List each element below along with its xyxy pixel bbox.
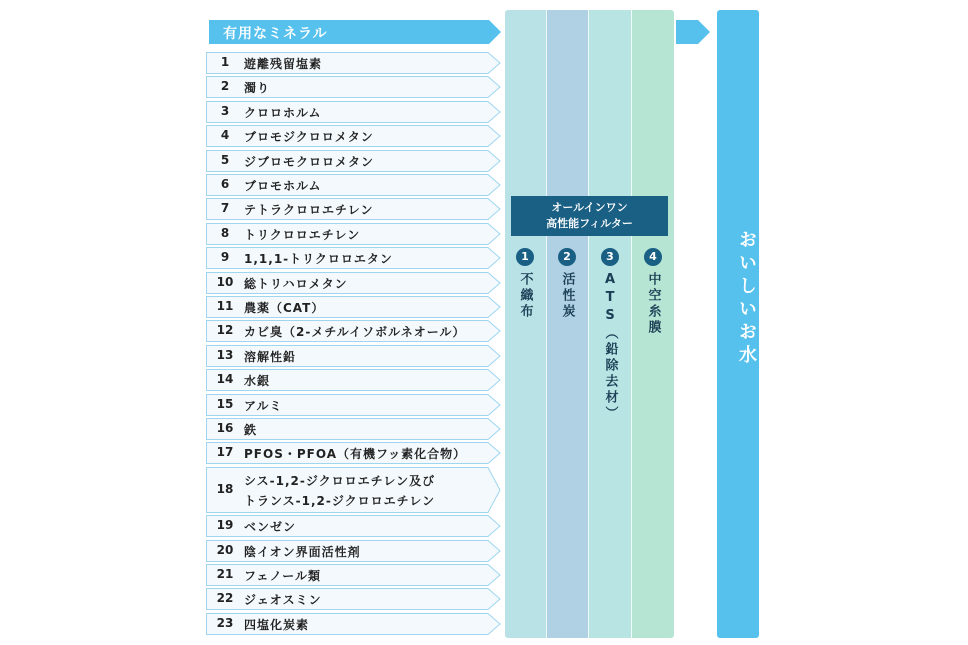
row-label: ジブロモクロロメタン	[244, 154, 375, 169]
row-label: 農薬（CAT）	[244, 301, 325, 315]
row-number: 16	[216, 421, 234, 435]
row-number: 6	[220, 177, 230, 191]
row-label: 水銀	[244, 374, 271, 389]
contaminant-row	[206, 76, 502, 98]
filter-title-line1: オールインワン	[551, 201, 628, 214]
row-label: 遊離残留塩素	[244, 57, 323, 71]
row-number: 20	[216, 542, 234, 557]
contaminant-row	[206, 198, 502, 220]
output-label: おいしいお水	[736, 230, 757, 368]
filter-stage-4	[643, 248, 663, 336]
row-number: 17	[216, 445, 234, 460]
contaminant-row	[206, 540, 502, 562]
row-label: 鉄	[244, 423, 258, 437]
row-label: フェノール類	[244, 569, 322, 583]
stage-number-badge: 1	[516, 248, 534, 266]
stage-label: 中空糸膜	[645, 272, 661, 336]
row-label: テトラクロロエチレン	[244, 203, 374, 218]
stage-column-1	[505, 10, 546, 638]
stage-label: ATS（鉛除去材）	[602, 272, 618, 422]
contaminant-row	[206, 369, 502, 391]
stage-label: 不織布	[517, 272, 533, 320]
contaminant-row	[206, 296, 502, 318]
filter-title-line2: 高性能フィルター	[546, 217, 633, 230]
column-divider	[631, 10, 632, 638]
contaminant-row	[206, 52, 502, 74]
minerals-banner	[209, 20, 501, 44]
row-label: 溶解性鉛	[244, 349, 297, 364]
stage-number-badge: 4	[644, 248, 662, 266]
contaminant-row	[206, 247, 502, 269]
row-label: ブロモジクロロメタン	[244, 130, 374, 145]
contaminant-row	[206, 174, 502, 196]
row-number: 5	[220, 152, 230, 167]
contaminant-row	[206, 272, 502, 294]
row-label: トリクロロエチレン	[244, 227, 361, 242]
filter-title-box	[511, 196, 668, 236]
filter-stage-1	[515, 248, 535, 320]
row-number: 12	[216, 323, 234, 338]
contaminant-row	[206, 320, 502, 342]
row-number: 3	[220, 103, 230, 118]
row-label: ブロモホルム	[244, 179, 322, 193]
column-divider	[546, 10, 547, 638]
contaminant-row	[206, 394, 502, 416]
row-label: ジェオスミン	[244, 593, 322, 608]
row-number: 15	[216, 396, 234, 411]
row-number: 23	[216, 615, 234, 630]
row-label: 1,1,1-トリクロロエタン	[244, 252, 393, 267]
row-number: 9	[220, 250, 230, 265]
row-label: シス-1,2-ジクロロエチレン及び	[244, 473, 436, 488]
banner-title: 有用なミネラル	[223, 26, 328, 42]
contaminant-row	[206, 564, 502, 586]
output-water-column	[717, 10, 759, 638]
contaminant-row	[206, 345, 502, 367]
row-number: 8	[220, 225, 230, 240]
stage-column-2	[546, 10, 588, 638]
row-label: 濁り	[244, 81, 271, 96]
stage-number-badge: 2	[558, 248, 576, 266]
stage-label: 活性炭	[559, 272, 575, 320]
contaminant-row	[206, 442, 502, 464]
stage-number-badge: 3	[601, 248, 619, 266]
contaminant-row	[206, 101, 502, 123]
row-number: 4	[220, 128, 230, 143]
contaminant-row	[206, 515, 502, 537]
flow-arrow-icon	[676, 20, 712, 44]
row-number: 2	[220, 79, 230, 94]
row-label: 陰イオン界面活性剤	[244, 544, 361, 559]
filter-stage-2	[557, 248, 577, 320]
row-number: 13	[216, 347, 234, 362]
row-number: 1	[220, 55, 230, 69]
filter-stage-3	[600, 248, 620, 422]
contaminant-row	[206, 418, 502, 440]
row-label: クロロホルム	[244, 105, 322, 120]
row-label: アルミ	[244, 398, 283, 413]
row-number: 18	[216, 481, 234, 496]
column-divider	[588, 10, 589, 638]
contaminant-row	[206, 223, 502, 245]
row-number: 22	[216, 591, 234, 606]
row-label: ベンゼン	[244, 520, 297, 535]
contaminant-row	[206, 588, 502, 610]
row-label: カビ臭（2-メチルイソボルネオール）	[244, 325, 466, 340]
row-label: 四塩化炭素	[244, 617, 310, 632]
row-number: 19	[216, 518, 234, 533]
contaminant-row	[206, 467, 502, 513]
row-number: 11	[216, 299, 234, 313]
row-number: 10	[216, 274, 234, 289]
row-label: 総トリハロメタン	[244, 276, 348, 291]
row-number: 21	[216, 567, 234, 581]
contaminant-row	[206, 150, 502, 172]
row-number: 14	[216, 372, 234, 387]
row-number: 7	[220, 201, 230, 216]
row-label: PFOS・PFOA（有機フッ素化合物）	[244, 447, 467, 462]
row-label-line2: トランス-1,2-ジクロロエチレン	[244, 493, 436, 508]
contaminant-row	[206, 125, 502, 147]
contaminant-row	[206, 613, 502, 635]
